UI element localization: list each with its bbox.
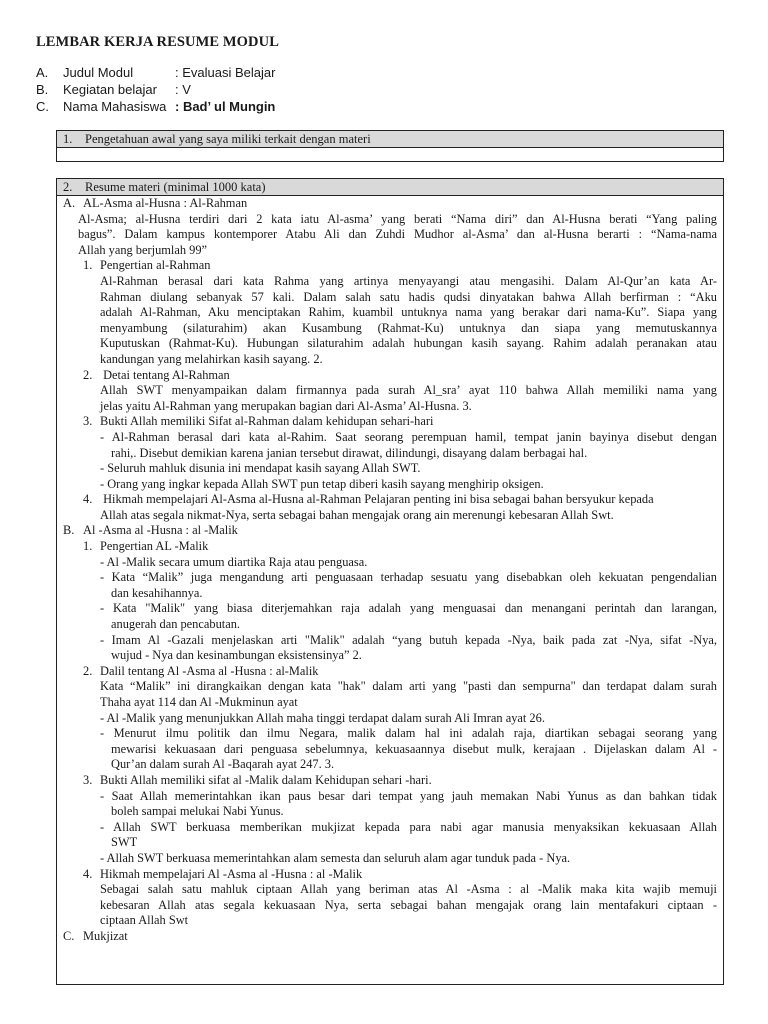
line-text: wujud - Nya dan kesinambungan eksistensinya” 2. [111,648,362,663]
bullet-line [57,461,723,477]
line-text: Sebagai salah satu mahluk ciptaan Allah yang beriman atas Al -Asma : al -Malik maka kita wajib memuji [100,882,717,897]
bullet-line [57,633,723,649]
line-text: dan kesahihannya. [111,585,203,600]
bullet-line [57,430,723,446]
section-header [57,179,723,196]
line-text: Dalil tentang Al -Asma al -Husna : al-Malik [100,663,319,678]
paragraph-line [57,679,723,695]
meta-key: C. [36,99,49,114]
line-text: - Seluruh mahluk disunia ini mendapat kasih sayang Allah SWT. [100,461,421,476]
paragraph-line [57,508,723,524]
item-marker: 2. [83,367,93,382]
line-text: adalah Al-Rahman, Aku menciptakan Rahim, kuambil untuknya nama yang berakar dari nama-Ku”. Siapa yang [100,305,717,320]
line-text: - Allah SWT berkuasa memberikan mukjizat kepada para nabi agar manusia menyaksikan kekuasaan Allah [100,819,717,834]
section-item [57,523,723,539]
line-text: - Allah SWT berkuasa memerintahkan alam semesta dan seluruh alam agar tunduk pada - Nya. [100,850,571,865]
line-text: jelas yaitu Al-Rahman yang merupakan bagian dari Al-Asma’ Al-Husna. 3. [100,398,472,413]
meta-label: Judul Modul [63,65,134,80]
paragraph-line [57,383,723,399]
meta-label: Nama Mahasiswa [63,99,167,114]
paragraph-line [57,336,723,352]
line-text: Hikmah mempelajari Al-Asma al-Husna al-Rahman Pelajaran penting ini bisa sebagai bahan bersyukur kepada [100,492,654,507]
line-text: anugerah dan pencabutan. [111,617,241,632]
meta-label: Kegiatan belajar [63,82,157,97]
line-text: Allah atas segala nikmat-Nya, serta sebagai bahan mengajak orang ain merenungi kebesaran Allah Swt. [100,507,614,522]
line-text: Al-Rahman berasal dari kata Rahma yang artinya menyayangi atau mengasihi. Dalam Al-Qur’an kata Ar- [100,273,717,288]
bullet-line [57,477,723,493]
bullet-continuation-line [57,835,723,851]
line-text: - Al -Malik yang menunjukkan Allah maha tinggi terdapat dalam surah Ali Imran ayat 26. [100,710,545,725]
meta-value: : Bad’ ul Mungin [175,99,276,114]
bullet-line [57,711,723,727]
subsection-item [57,664,723,680]
section-heading: Pengetahuan awal yang saya miliki terkait dengan materi [85,132,371,146]
item-marker: A. [63,196,76,210]
paragraph-line [57,399,723,415]
section-item [57,196,723,212]
paragraph-line [57,274,723,290]
line-text: ciptaan Allah Swt [100,913,189,928]
item-marker: 4. [83,866,93,881]
paragraph-line [57,913,723,929]
section-box-resume-materi [56,178,724,985]
line-text: Bukti Allah memiliki sifat al -Malik dalam Kehidupan sehari -hari. [100,772,432,787]
bullet-line [57,820,723,836]
paragraph-line [57,695,723,711]
paragraph-line [57,898,723,914]
item-marker: 1. [83,258,93,273]
subsection-item [57,773,723,789]
line-text: Hikmah mempelajari Al -Asma al -Husna : al -Malik [100,866,363,881]
line-text: Qur’an dalam surah Al -Baqarah ayat 247. 3. [111,757,335,772]
bullet-line [57,570,723,586]
bullet-continuation-line [57,742,723,758]
section-header [57,131,723,148]
section-number: 1. [63,132,73,146]
meta-value: : Evaluasi Belajar [175,65,276,80]
subsection-item [57,492,723,508]
line-text: Allah yang berjumlah 99” [78,242,208,257]
bullet-continuation-line [57,757,723,773]
section-item [57,929,723,945]
line-text: menyambung (silaturahim) akan Kusambung (Rahmat-Ku) untuknya dan siapa yang memutuskannya [100,320,717,335]
line-text: - Al-Rahman berasal dari kata al-Rahim. Saat seorang perempuan hamil, tempat janin bayinya disebut dengan [100,429,717,444]
bullet-line [57,555,723,571]
line-text: Detai tentang Al-Rahman [100,367,230,382]
item-marker: 1. [83,539,93,554]
paragraph-line [57,290,723,306]
meta-key: B. [36,82,49,97]
line-text: Mukjizat [83,928,128,943]
line-text: SWT [111,835,138,850]
bullet-continuation-line [57,617,723,633]
bullet-continuation-line [57,648,723,664]
item-marker: 3. [83,414,93,429]
line-text: kandungan yang melahirkan kasih sayang. 2. [100,351,323,366]
line-text: rahi,. Disebut demikian karena janian tersebut dirawat, dilindungi, disayang dalam berbagai hal. [111,445,588,460]
line-text: Rahman diulang sebanyak 57 kali. Dalam salah satu hadis qudsi dinyatakan bahwa Allah berfirman : “Aku [100,289,717,304]
item-marker: B. [63,523,75,538]
meta-value: : V [175,82,191,97]
line-text: Kata “Malik” ini dirangkaikan dengan kata "hak" dalam arti yang "pasti dan sempurna" dan terdapat dalam surah [100,679,717,694]
line-text: Al-Asma; al-Husna terdiri dari 2 kata iatu Al-asma’ yang berati “Nama diri” dan Al-Husna berati “Yang paling [78,211,717,226]
paragraph-line [57,352,723,368]
bullet-line [57,726,723,742]
paragraph-line [57,305,723,321]
line-text: kebesaran Allah atas segala kekuasaan Nya, serta sebagai bahan mengajak orang lain mentafakuri ciptaan - [100,897,717,912]
subsection-item [57,368,723,384]
subsection-item [57,867,723,883]
item-marker: 2. [83,663,93,678]
line-text: - Al -Malik secara umum diartika Raja atau penguasa. [100,554,368,569]
subsection-item [57,414,723,430]
paragraph-line [57,212,723,228]
section-number: 2. [63,180,73,194]
line-text: - Saat Allah memerintahkan ikan paus besar dari tempat yang jauh memakan Nabi Yunus as dan bahkan tidak [100,788,717,803]
line-text: Allah SWT menyampaikan dalam firmannya pada surah Al_sra’ ayat 110 bahwa Allah memiliki nama yang [100,383,717,398]
bullet-line [57,789,723,805]
paragraph-line [57,227,723,243]
line-text: Thaha ayat 114 dan Al -Mukminun ayat [100,695,298,709]
bullet-continuation-line [57,586,723,602]
line-text: - Menurut ilmu politik dan ilmu Negara, malik dalam hal ini adalah raja, diartikan sebagai seorang yang [100,726,717,741]
line-text: Pengertian AL -Malik [100,539,209,554]
resume-content [57,196,723,945]
line-text: boleh sampai melukai Nabi Yunus. [111,804,284,819]
item-marker: 3. [83,772,93,787]
line-text: - Orang yang ingkar kepada Allah SWT pun tetap diberi kasih sayang menghirip oksigen. [100,476,544,491]
line-text: Bukti Allah memiliki Sifat al-Rahman dalam kehidupan sehari-hari [100,414,434,429]
line-text: Al -Asma al -Husna : al -Malik [83,523,238,538]
bullet-continuation-line [57,446,723,462]
line-text: Pengertian al-Rahman [100,258,211,273]
section-box-pengetahuan-awal [56,130,724,162]
line-text: - Kata “Malik” juga mengandung arti penguasaan terhadap sesuatu yang disebabkan oleh kekuatan pengendalian [100,570,717,585]
bullet-line [57,851,723,867]
line-text: bagus”. Dalam kampus kontemporer Atabu Ali dan Zuhdi Mudhor al-Asma’ dan al-Husna berarti : “Nama-nama [78,227,717,242]
line-text: mewarisi kekuasaan dari penguasa sebelumnya, kekuasaannya disebut mulk, kerajaan . Dijelaskan dalam Al - [111,741,717,756]
section-heading: Resume materi (minimal 1000 kata) [85,180,266,194]
paragraph-line [57,243,723,259]
line-text: AL-Asma al-Husna : Al-Rahman [83,196,248,210]
item-marker: 4. [83,492,93,507]
subsection-item [57,539,723,555]
paragraph-line [57,321,723,337]
line-text: Kuputuskan (Rahmat-Ku). Hubungan silaturahim adalah hubungan kasih sayang. Rahim adalah peranakan atau [100,336,717,351]
line-text: - Kata "Malik" yang biasa diterjemahkan raja adalah yang menguasai dan menangani perintah dan larangan, [100,601,717,616]
item-marker: C. [63,928,75,943]
bullet-line [57,601,723,617]
line-text: - Imam Al -Gazali menjelaskan arti "Malik" adalah “yang butuh kepada -Nya, baik pada zat -Nya, sifat -Nya, [100,632,717,647]
subsection-item [57,258,723,274]
meta-key: A. [36,65,49,80]
paragraph-line [57,882,723,898]
document-title: LEMBAR KERJA RESUME MODUL [36,34,279,50]
bullet-continuation-line [57,804,723,820]
